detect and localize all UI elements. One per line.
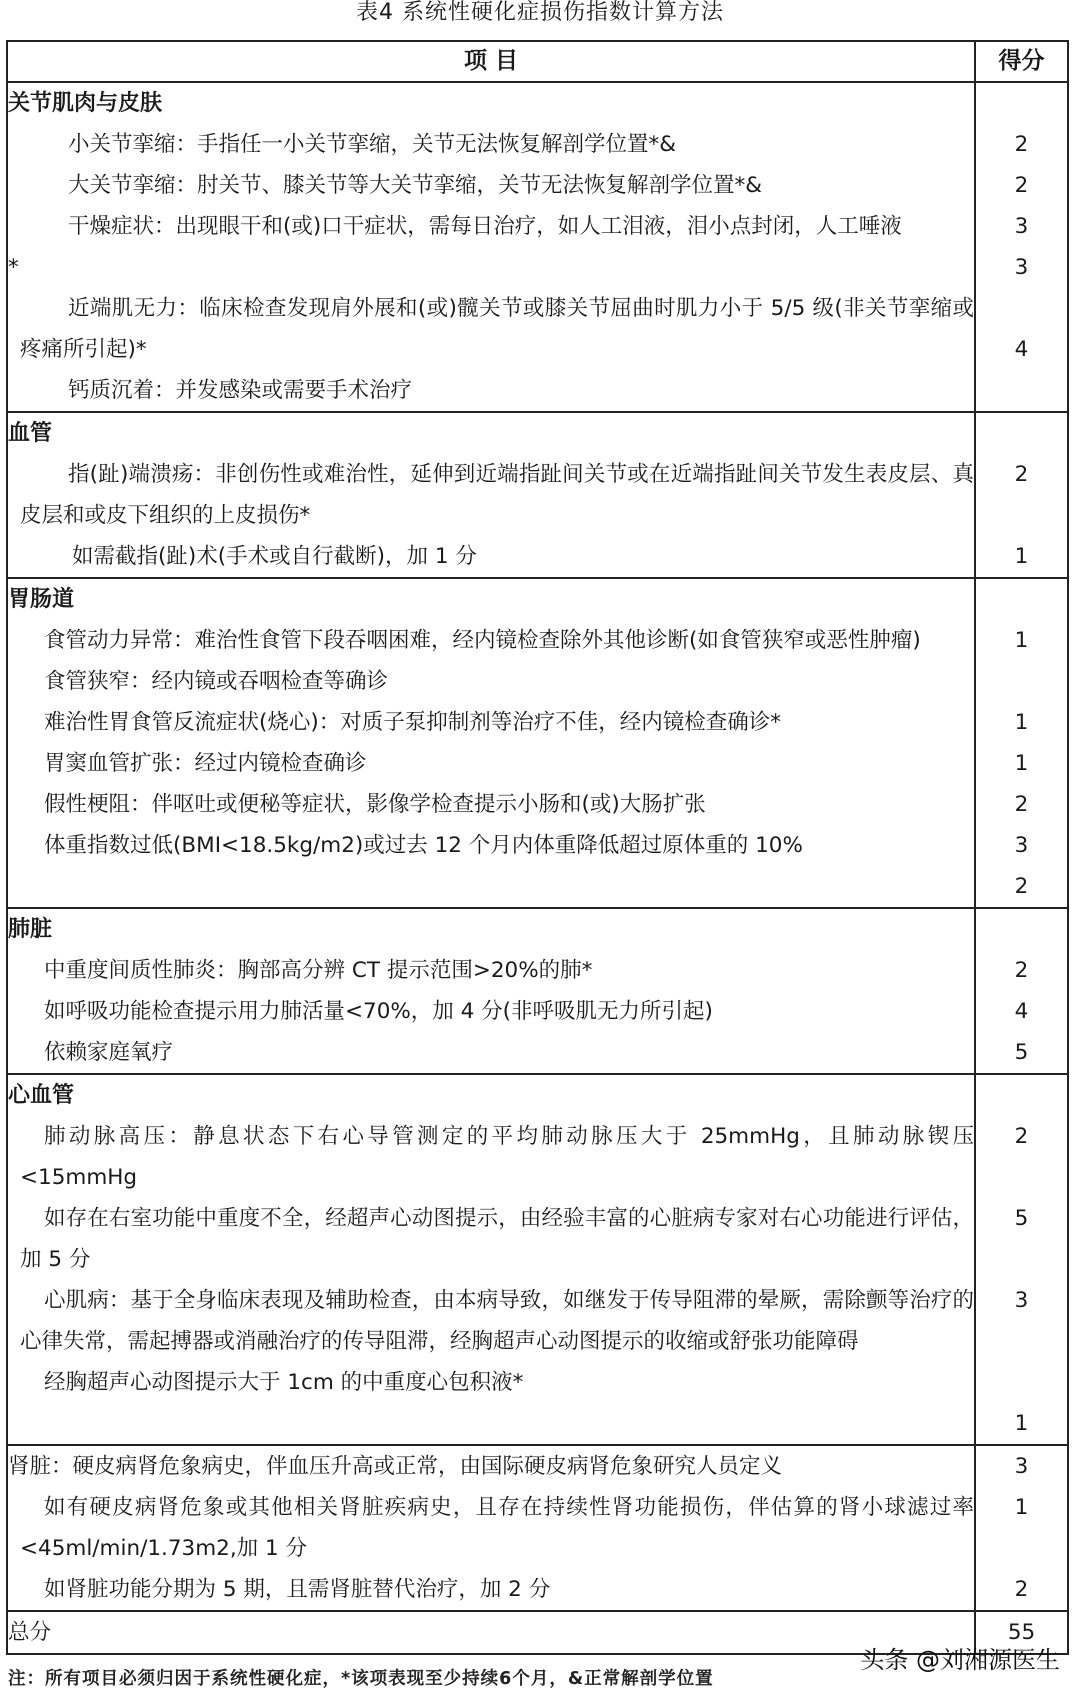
list-item: 中重度间质性肺炎：胸部高分辨 CT 提示范围>20%的肺* — [44, 958, 593, 983]
list-item: 心肌病：基于全身临床表现及辅助检查，由本病导致，如继发于传导阻滞的晕厥，需除颤等治疗的心律失常，需起搏器或消融治疗的传导阻滞，经胸超声心动图提示的收缩或舒张功能障碍 — [20, 1288, 974, 1354]
score-value: 5 — [1014, 1040, 1029, 1065]
list-item: 食管动力异常：难治性食管下段吞咽困难，经内镜检查除外其他诊断(如食管狭窄或恶性肿瘤) — [44, 628, 921, 653]
section-vascular — [7, 412, 1068, 578]
score-value: 2 — [1014, 792, 1029, 817]
score-value: 2 — [1014, 1124, 1029, 1149]
score-value: 1 — [1014, 1495, 1029, 1520]
score-value: 1 — [1014, 544, 1029, 569]
list-item: 如呼吸功能检查提示用力肺活量<70%，加 4 分(非呼吸肌无力所引起) — [44, 999, 713, 1024]
score-value: 4 — [1014, 337, 1029, 362]
list-item: 指(趾)端溃疡：非创伤性或难治性，延伸到近端指趾间关节或在近端指趾间关节发生表皮层、真皮层和或皮下组织的上皮损伤* — [20, 462, 974, 528]
section-title: 肺脏 — [8, 917, 53, 942]
list-item: 如有硬皮病肾危象或其他相关肾脏疾病史，且存在持续性肾功能损伤，伴估算的肾小球滤过率<45ml/min/1.73m2,加 1 分 — [20, 1495, 974, 1561]
score-value: 3 — [1014, 255, 1029, 280]
score-value: 2 — [1014, 874, 1029, 899]
list-item: 如存在右室功能中重度不全，经超声心动图提示，由经验丰富的心脏病专家对右心功能进行评估，加 5 分 — [20, 1206, 974, 1272]
header-item: 项 目 — [7, 41, 975, 82]
score-value: 4 — [1014, 999, 1029, 1024]
list-item: 干燥症状：出现眼干和(或)口干症状，需每日治疗，如人工泪液，泪小点封闭，人工唾液 — [68, 214, 902, 239]
score-value: 1 — [1014, 1411, 1029, 1436]
list-item: 肾脏：硬皮病肾危象病史，伴血压升高或正常，由国际硬皮病肾危象研究人员定义 — [8, 1454, 783, 1479]
section-title: 心血管 — [8, 1083, 75, 1108]
section-lung — [7, 908, 1068, 1074]
score-value: 2 — [1014, 1577, 1029, 1602]
score-value — [976, 370, 1067, 411]
score-value: 2 — [1014, 132, 1029, 157]
score-value: 1 — [1014, 751, 1029, 776]
list-item: 体重指数过低(BMI<18.5kg/m2)或过去 12 个月内体重降低超过原体重的 10% — [44, 833, 803, 858]
score-value: 1 — [1014, 628, 1029, 653]
list-item: 食管狭窄：经内镜或吞咽检查等确诊 — [44, 669, 389, 694]
score-value: 3 — [1014, 1288, 1029, 1313]
score-value: 3 — [1014, 833, 1029, 858]
list-item: * — [8, 255, 19, 280]
table-header-row — [7, 41, 1068, 82]
score-value: 5 — [1014, 1206, 1029, 1231]
score-value: 3 — [1014, 214, 1029, 239]
list-item: 大关节挛缩：肘关节、膝关节等大关节挛缩，关节无法恢复解剖学位置*& — [68, 173, 763, 198]
section-gi — [7, 578, 1068, 908]
watermark: 头条 @刘湘源医生 — [860, 1646, 1060, 1674]
list-item: 难治性胃食管反流症状(烧心)：对质子泵抑制剂等治疗不佳，经内镜检查确诊* — [44, 710, 782, 735]
list-item: 依赖家庭氧疗 — [44, 1040, 174, 1065]
score-value: 3 — [1014, 1454, 1029, 1479]
footnote: 注：所有项目必须归因于系统性硬化症，*该项表现至少持续6个月，&正常解剖学位置 — [8, 1669, 714, 1689]
list-item: 肺动脉高压：静息状态下右心导管测定的平均肺动脉压大于 25mmHg，且肺动脉锲压<15mmHg — [20, 1124, 974, 1190]
list-item: 钙质沉着：并发感染或需要手术治疗 — [68, 378, 413, 403]
scoring-table — [6, 40, 1069, 1655]
table-caption: 表4 系统性硬化症损伤指数计算方法 — [356, 0, 724, 25]
section-joints — [7, 82, 1068, 412]
list-item: 近端肌无力：临床检查发现肩外展和(或)髋关节或膝关节屈曲时肌力小于 5/5 级(非关节挛缩或疼痛所引起)* — [20, 296, 974, 362]
score-value: 2 — [1014, 462, 1029, 487]
total-label: 总分 — [7, 1611, 975, 1654]
list-item: 经胸超声心动图提示大于 1cm 的中重度心包积液* — [44, 1370, 524, 1395]
section-title: 胃肠道 — [8, 587, 75, 612]
section-kidney — [7, 1445, 1068, 1611]
list-item: 胃窦血管扩张：经过内镜检查确诊 — [44, 751, 367, 776]
section-cardio — [7, 1074, 1068, 1445]
total-score: 55 — [975, 1611, 1068, 1654]
section-title: 关节肌肉与皮肤 — [8, 91, 163, 116]
header-score: 得分 — [975, 41, 1068, 82]
list-item: 如需截指(趾)术(手术或自行截断)，加 1 分 — [72, 544, 477, 569]
list-item: 假性梗阻：伴呕吐或便秘等症状，影像学检查提示小肠和(或)大肠扩张 — [44, 792, 706, 817]
score-value: 1 — [1014, 710, 1029, 735]
section-title: 血管 — [8, 421, 53, 446]
score-value: 2 — [1014, 958, 1029, 983]
list-item: 小关节挛缩：手指任一小关节挛缩，关节无法恢复解剖学位置*& — [68, 132, 677, 157]
score-value: 2 — [1014, 173, 1029, 198]
list-item: 如肾脏功能分期为 5 期，且需肾脏替代治疗，加 2 分 — [44, 1577, 551, 1602]
